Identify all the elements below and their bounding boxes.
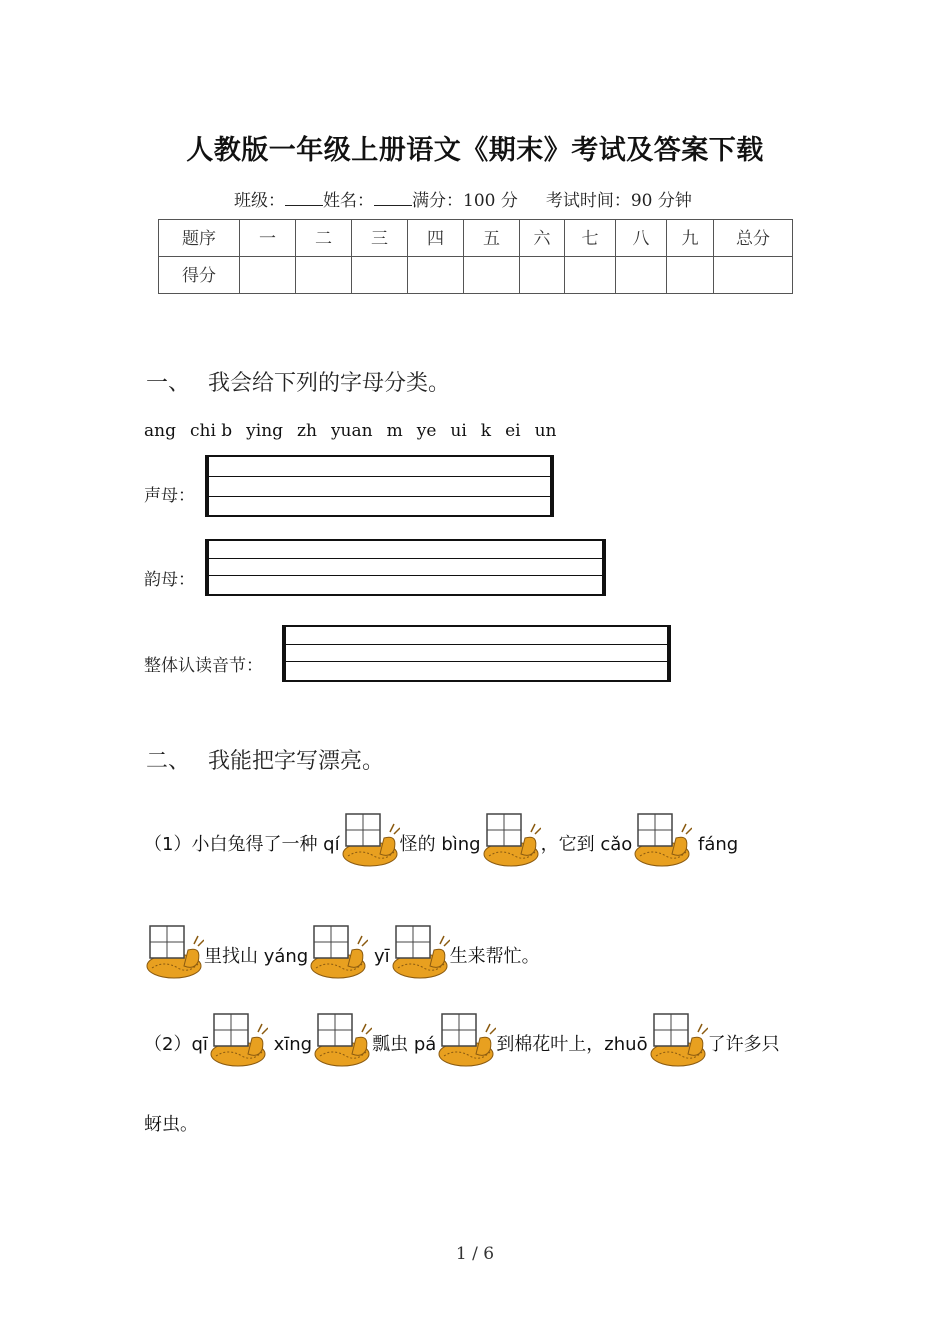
header-cell: 题序	[159, 220, 240, 257]
snail-icon	[144, 924, 204, 980]
score-cell[interactable]	[667, 257, 714, 294]
q2-text: 到棉花叶上，zhuō	[496, 1034, 648, 1055]
yunmu-writing-grid[interactable]	[205, 539, 606, 596]
letter-item: un	[534, 421, 557, 441]
page-title: 人教版一年级上册语文《期末》考试及答案下载	[186, 135, 764, 166]
section-1-number: 一、	[146, 371, 191, 396]
question-2-line-1	[144, 1012, 780, 1068]
name-label: 姓名：	[323, 191, 374, 211]
question-1-line-1	[144, 812, 738, 868]
header-cell: 一	[240, 220, 296, 257]
letter-item: zh	[297, 421, 317, 441]
q1-text: 怪的 bìng	[399, 834, 481, 855]
score-cell[interactable]	[408, 257, 464, 294]
letter-item: chi b	[189, 421, 233, 441]
snail-icon	[648, 1012, 708, 1068]
class-label: 班级：	[234, 191, 285, 211]
header-cell: 总分	[714, 220, 793, 257]
question-1-line-2	[144, 924, 540, 980]
snail-writing-box[interactable]	[312, 1012, 372, 1068]
full-score: 满分：100 分	[412, 191, 518, 211]
section-2-title: 我能把字写漂亮。	[208, 749, 385, 774]
section-2-heading	[146, 744, 384, 775]
header-cell: 八	[616, 220, 667, 257]
snail-writing-box[interactable]	[208, 1012, 268, 1068]
score-cell[interactable]	[520, 257, 565, 294]
snail-writing-box[interactable]	[481, 812, 541, 868]
snail-icon	[308, 924, 368, 980]
snail-icon	[436, 1012, 496, 1068]
letter-item: ang	[144, 421, 176, 441]
score-cell[interactable]	[240, 257, 296, 294]
snail-writing-box[interactable]	[436, 1012, 496, 1068]
q2-text: xīng	[273, 1034, 313, 1055]
section-1-heading	[146, 366, 450, 397]
snail-icon	[312, 1012, 372, 1068]
name-blank[interactable]	[374, 191, 412, 206]
header-cell: 六	[520, 220, 565, 257]
exam-info	[234, 186, 692, 211]
score-table	[158, 219, 793, 294]
q1-text: ，它到 cǎo	[540, 834, 633, 855]
class-blank[interactable]	[285, 191, 323, 206]
letter-item: yuan	[330, 421, 373, 441]
snail-writing-box[interactable]	[308, 924, 368, 980]
q1-text: 里找山 yáng	[204, 946, 309, 967]
q1-text: fáng	[698, 834, 739, 855]
zhengti-label: 整体认读音节：	[144, 656, 263, 676]
score-row	[159, 257, 793, 294]
header-cell: 七	[565, 220, 616, 257]
q1-text: yī	[373, 946, 390, 967]
letter-item: ying	[246, 421, 284, 441]
score-cell[interactable]	[616, 257, 667, 294]
q2-text: 了许多只	[707, 1034, 780, 1055]
shengmu-label: 声母：	[144, 486, 195, 506]
q1-text: （1）小白兔得了一种 qí	[144, 834, 340, 855]
q2-text: 瓢虫 pá	[372, 1034, 437, 1055]
shengmu-writing-grid[interactable]	[205, 455, 554, 517]
snail-writing-box[interactable]	[144, 924, 204, 980]
letter-item: m	[386, 421, 403, 441]
section-1-title: 我会给下列的字母分类。	[208, 371, 451, 396]
letter-list	[144, 421, 571, 441]
header-cell: 三	[352, 220, 408, 257]
page-number: 1 / 6	[455, 1244, 495, 1264]
snail-writing-box[interactable]	[390, 924, 450, 980]
letter-item: ui	[450, 421, 467, 441]
snail-icon	[632, 812, 692, 868]
header-cell: 九	[667, 220, 714, 257]
question-2-line-2: 蚜虫。	[144, 1114, 198, 1135]
section-2-number: 二、	[146, 749, 191, 774]
q2-text: （2）qī	[144, 1034, 208, 1055]
letter-item: k	[480, 421, 492, 441]
snail-icon	[481, 812, 541, 868]
letter-item: ye	[416, 421, 437, 441]
score-cell[interactable]	[714, 257, 793, 294]
header-cell: 四	[408, 220, 464, 257]
snail-icon	[208, 1012, 268, 1068]
snail-writing-box[interactable]	[632, 812, 692, 868]
score-cell[interactable]	[464, 257, 520, 294]
header-cell: 二	[296, 220, 352, 257]
score-cell[interactable]	[565, 257, 616, 294]
score-row-label: 得分	[159, 257, 240, 294]
header-cell: 五	[464, 220, 520, 257]
q1-text: 生来帮忙。	[449, 946, 540, 967]
snail-icon	[340, 812, 400, 868]
zhengti-writing-grid[interactable]	[282, 625, 671, 682]
snail-writing-box[interactable]	[648, 1012, 708, 1068]
snail-writing-box[interactable]	[340, 812, 400, 868]
letter-item: ei	[505, 421, 521, 441]
score-cell[interactable]	[296, 257, 352, 294]
yunmu-label: 韵母：	[144, 570, 195, 590]
snail-icon	[390, 924, 450, 980]
score-cell[interactable]	[352, 257, 408, 294]
score-header-row	[159, 220, 793, 257]
exam-time: 考试时间：90 分钟	[545, 191, 692, 211]
